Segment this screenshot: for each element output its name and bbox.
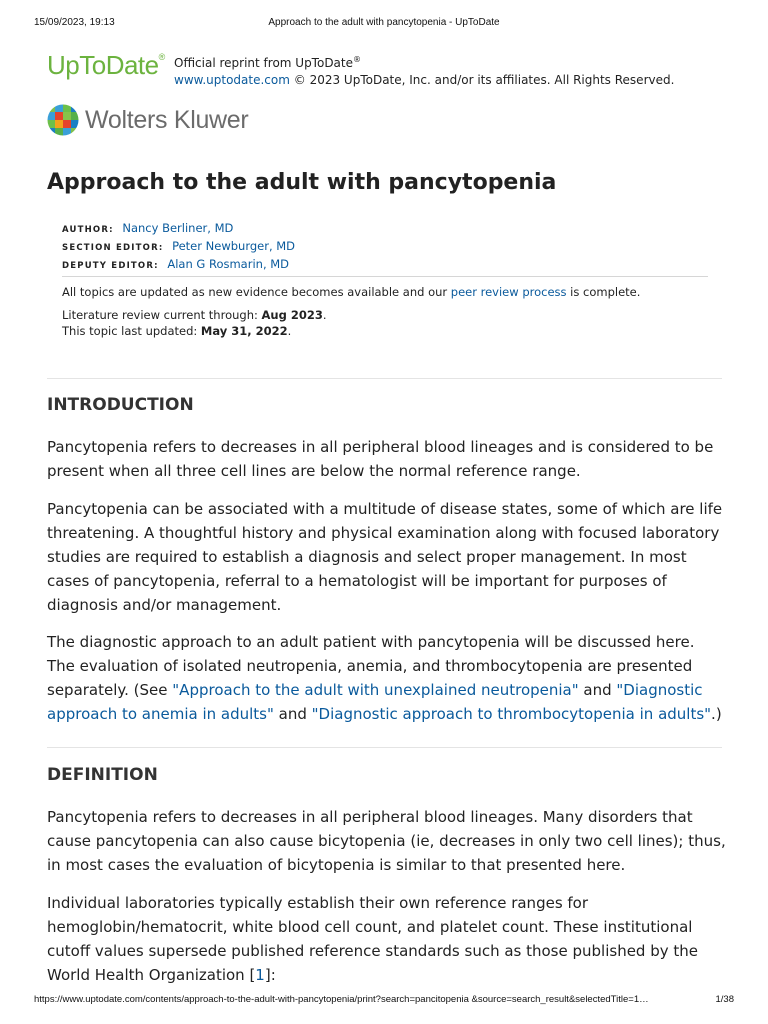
wolters-kluwer-mark-icon — [47, 104, 79, 136]
print-url: https://www.uptodate.com/contents/approach-to-the-adult-with-pancytopenia/print?search=pancitopenia &source=search_result&selectedTitle=1… — [34, 994, 649, 1005]
author-row — [62, 220, 712, 238]
print-header — [34, 17, 734, 31]
author-label: AUTHOR: — [62, 225, 114, 235]
print-page-title: Approach to the adult with pancytopenia - UpToDate — [268, 17, 500, 28]
update-note: All topics are updated as new evidence becomes available and our peer review process is complete. — [62, 285, 641, 299]
section-divider — [47, 747, 722, 748]
uptodate-logo[interactable]: UpToDate® — [47, 50, 165, 80]
introduction-paragraph-2: Pancytopenia can be associated with a multitude of disease states, some of which are life threatening. A thoughtful history and physical examination along with focused laboratory studies are required to establish a diagnosis and select proper management. In most cases of pancytopenia, referral to a hematologist will be important for purposes of diagnosis and/or management. — [47, 500, 723, 614]
section-divider — [47, 378, 722, 379]
article-title: Approach to the adult with pancytopenia — [47, 170, 557, 195]
section-editor-link[interactable]: Peter Newburger, MD — [172, 239, 296, 253]
section-editor-row — [62, 238, 712, 256]
byline-divider — [62, 276, 708, 277]
last-updated-date: May 31, 2022 — [200, 324, 288, 338]
deputy-editor-link[interactable]: Alan G Rosmarin, MD — [167, 257, 290, 271]
last-updated-line: This topic last updated: May 31, 2022. — [62, 324, 292, 338]
introduction-heading: INTRODUCTION — [47, 395, 194, 415]
lit-review-date: Aug 2023 — [261, 308, 323, 322]
definition-paragraph-1: Pancytopenia refers to decreases in all peripheral blood lineages. Many disorders that cause pancytopenia can also cause bicytopenia (ie, decreases in only two cell lines); thus, in most cases the evaluation of bicytopenia is similar to that presented here. — [47, 808, 726, 874]
print-page-number: 1/38 — [715, 994, 734, 1005]
deputy-editor-row — [62, 256, 712, 274]
introduction-paragraph-1: Pancytopenia refers to decreases in all peripheral blood lineages and is considered to be present when all three cell lines are below the normal reference range. — [47, 438, 714, 480]
neutropenia-topic-link[interactable]: "Approach to the adult with unexplained neutropenia" — [172, 681, 579, 699]
anemia-topic-link[interactable]: "Diagnostic approach to anemia in adults" — [47, 681, 703, 723]
section-editor-label: SECTION EDITOR: — [62, 243, 164, 253]
reference-link[interactable]: 1 — [255, 966, 265, 984]
lit-review-line: Literature review current through: Aug 2023. — [62, 308, 327, 322]
print-footer — [34, 994, 734, 1008]
site-link[interactable]: www.uptodate.com — [174, 73, 290, 87]
print-datetime: 15/09/2023, 19:13 — [34, 17, 115, 28]
wolters-kluwer-logo — [47, 104, 267, 136]
wolters-kluwer-wordmark: Wolters Kluwer — [85, 106, 249, 134]
author-link[interactable]: Nancy Berliner, MD — [122, 221, 234, 235]
deputy-editor-label: DEPUTY EDITOR: — [62, 261, 159, 271]
byline — [62, 220, 712, 274]
definition-heading: DEFINITION — [47, 765, 158, 785]
reprint-notice: Official reprint from UpToDate® www.uptodate.com © 2023 UpToDate, Inc. and/or its affiliates. All Rights Reserved. — [174, 55, 675, 87]
introduction-paragraph-3: The diagnostic approach to an adult patient with pancytopenia will be discussed here. The evaluation of isolated neutropenia, anemia, and thrombocytopenia are presented separately. (See "Approach to the adult with unexplained neutropenia" and "Diagnostic approach to anemia in adults" and "Diagnostic approach to thrombocytopenia in adults".) — [47, 633, 722, 723]
copyright-text: © 2023 UpToDate, Inc. and/or its affiliates. All Rights Reserved. — [289, 73, 675, 87]
definition-paragraph-2: Individual laboratories typically establish their own reference ranges for hemoglobin/hematocrit, white blood cell count, and platelet count. These institutional cutoff values supersede published reference standards such as those published by the World Health Organization [1]: — [47, 894, 699, 984]
peer-review-link[interactable]: peer review process — [450, 285, 567, 299]
thrombocytopenia-topic-link[interactable]: "Diagnostic approach to thrombocytopenia in adults" — [311, 705, 712, 723]
reprint-line: Official reprint from UpToDate — [174, 56, 353, 70]
update-notes — [62, 284, 712, 339]
